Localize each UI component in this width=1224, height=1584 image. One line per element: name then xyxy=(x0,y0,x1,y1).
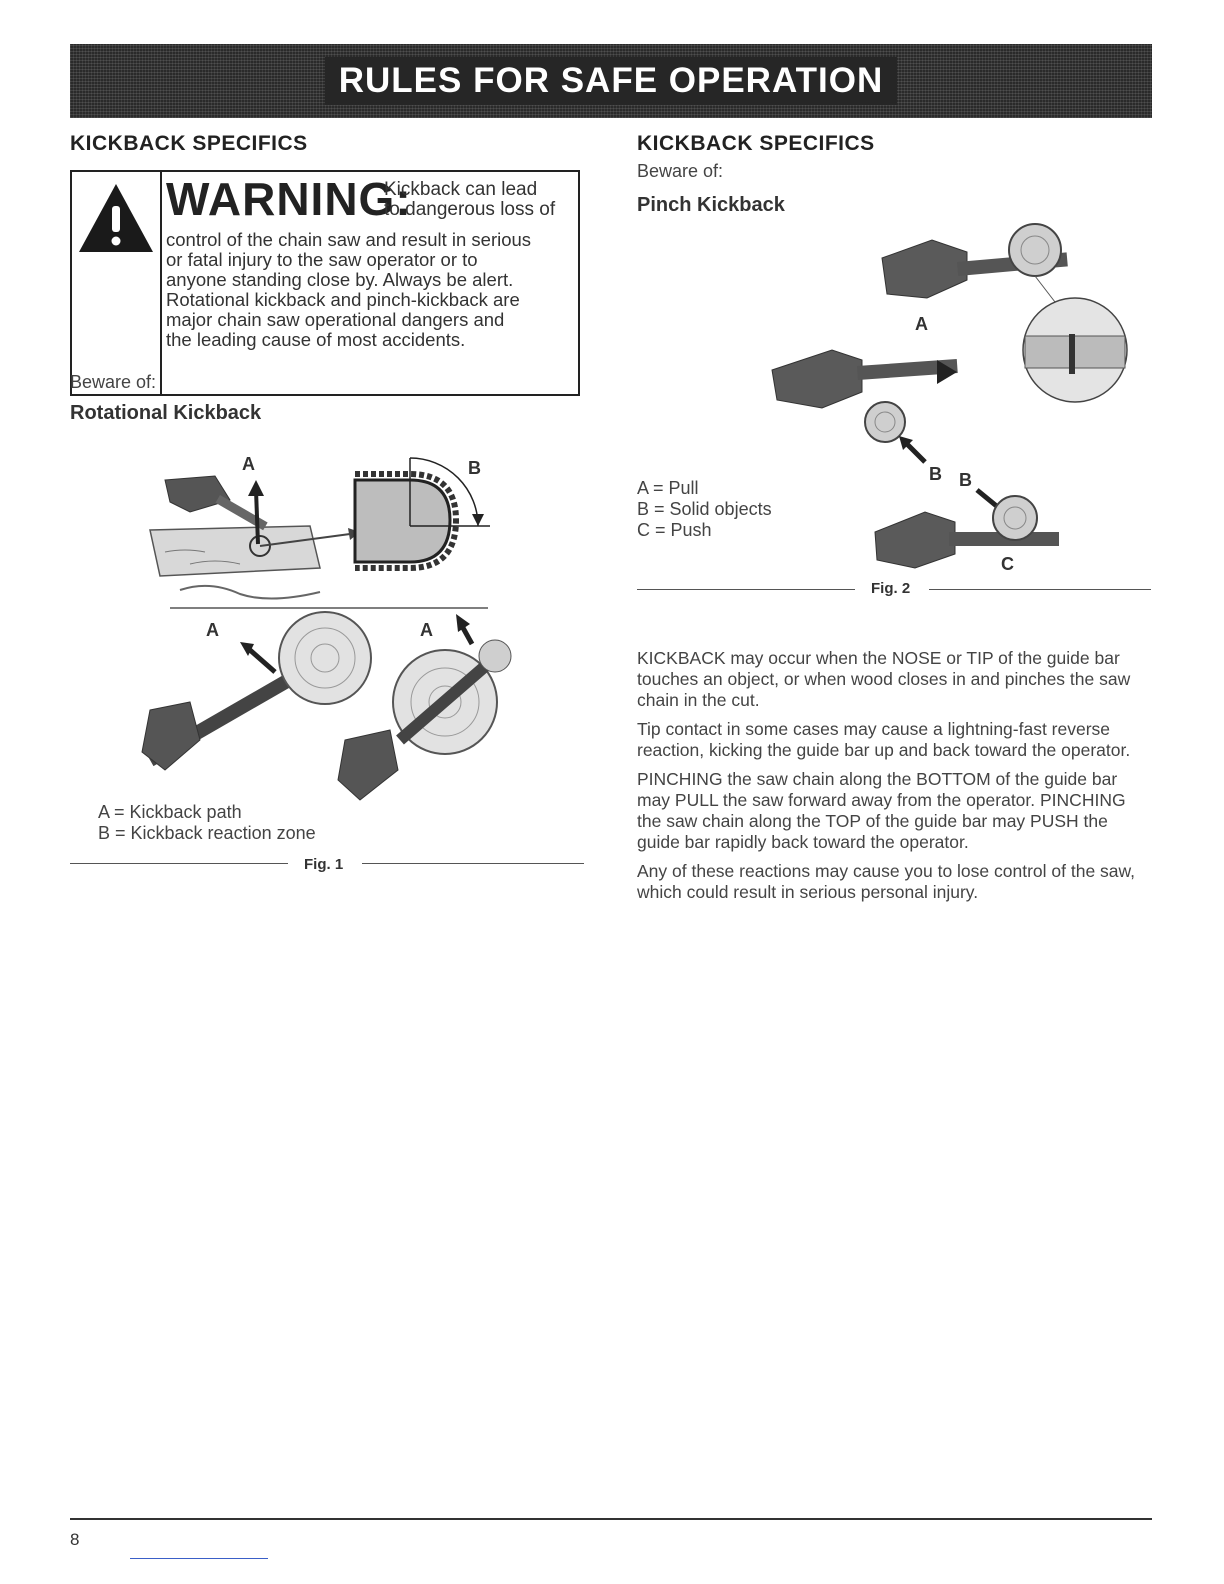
warning-triangle-icon xyxy=(76,180,156,260)
fig1-caption: Fig. 1 xyxy=(304,856,344,873)
fig2-caption: Fig. 2 xyxy=(871,580,911,597)
warning-line: anyone standing close by. Always be alert. xyxy=(166,269,514,290)
page-number: 8 xyxy=(70,1530,80,1549)
fig1-log-top xyxy=(150,526,320,576)
warning-line: control of the chain saw and result in serious xyxy=(166,229,532,250)
warning-line: Kickback can lead xyxy=(384,179,538,200)
warning-line: or fatal injury to the saw operator or to xyxy=(166,249,478,270)
fig2-arrow-b-left xyxy=(899,436,925,462)
fig1-label-b: B xyxy=(468,458,481,478)
footer-rule xyxy=(70,1518,1152,1520)
fig2-label-a: A xyxy=(915,314,928,334)
fig2-label-c: C xyxy=(1001,554,1014,570)
fig1-legend-item: B = Kickback reaction zone xyxy=(98,823,316,843)
warning-first-line xyxy=(384,180,555,220)
fig1-illustration xyxy=(70,440,584,820)
warning-line: Rotational kickback and pinch-kickback are xyxy=(166,289,520,310)
warning-word: WARNING: xyxy=(166,173,412,225)
warning-body xyxy=(166,230,576,350)
fig2-saw-middle xyxy=(772,350,958,442)
fig1-branch xyxy=(180,586,320,599)
fig1-legend-item: A = Kickback path xyxy=(98,802,242,822)
body-paragraph: KICKBACK may occur when the NOSE or TIP of the guide bar touches an object, or when wood closes in and pinches the saw chain in the cut. xyxy=(637,648,1131,710)
fig1-rule-right xyxy=(362,863,584,864)
fig1-arrow-a-right xyxy=(456,614,472,644)
warning-text xyxy=(166,173,576,350)
section-banner xyxy=(70,44,1152,118)
fig1-label-a-left: A xyxy=(206,620,219,640)
fig2-rule-right xyxy=(929,589,1151,590)
fig2-legend xyxy=(637,478,772,541)
footer-blue-rule xyxy=(130,1558,268,1559)
fig2-saw-top xyxy=(882,224,1068,298)
warning-box xyxy=(70,170,580,396)
warning-line: major chain saw operational dangers and xyxy=(166,309,505,330)
pinch-kickback-heading: Pinch Kickback xyxy=(637,194,785,216)
fig2-rule-left xyxy=(637,589,855,590)
warning-line: the leading cause of most accidents. xyxy=(166,329,466,350)
fig2-legend-item: C = Push xyxy=(637,520,712,540)
body-paragraph: Tip contact in some cases may cause a lightning-fast reverse reaction, kicking the guide bar up and back toward the operator. xyxy=(637,719,1131,760)
warning-line: to dangerous loss of xyxy=(384,199,556,220)
fig1-legend xyxy=(98,802,316,844)
fig2-legend-item: A = Pull xyxy=(637,478,699,498)
right-beware: Beware of: xyxy=(637,161,724,181)
banner-title: RULES FOR SAFE OPERATION xyxy=(325,57,898,105)
body-paragraph: Any of these reactions may cause you to lose control of the saw, which could result in serious personal injury. xyxy=(637,861,1136,902)
fig1-arrow-up xyxy=(256,490,258,544)
fig2-label-b-right: B xyxy=(959,470,972,490)
fig2-label-b-left: B xyxy=(929,464,942,484)
fig2-zoom-detail xyxy=(1023,276,1127,402)
fig1-saw-top xyxy=(165,476,268,530)
fig2-legend-item: B = Solid objects xyxy=(637,499,772,519)
left-beware: Beware of: xyxy=(70,372,157,392)
left-section-heading: KICKBACK SPECIFICS xyxy=(70,132,308,155)
fig1-arrow-a-left xyxy=(240,642,275,672)
fig1-label-a-top: A xyxy=(242,454,255,474)
fig1-label-a-right: A xyxy=(420,620,433,640)
body-paragraph: PINCHING the saw chain along the BOTTOM of the guide bar may PULL the saw forward away from the operator. PINCHING the saw chain along the TOP of the guide bar may PUSH the guide bar rapidly back toward the operator. xyxy=(637,769,1126,852)
warning-icon-cell xyxy=(72,172,162,394)
fig2-saw-bottom xyxy=(875,496,1059,568)
kickback-body-text xyxy=(637,648,1151,911)
rotational-kickback-heading: Rotational Kickback xyxy=(70,402,262,424)
fig1-log-bottom-left xyxy=(142,612,371,770)
right-section-heading: KICKBACK SPECIFICS xyxy=(637,132,875,155)
fig1-rule-left xyxy=(70,863,288,864)
